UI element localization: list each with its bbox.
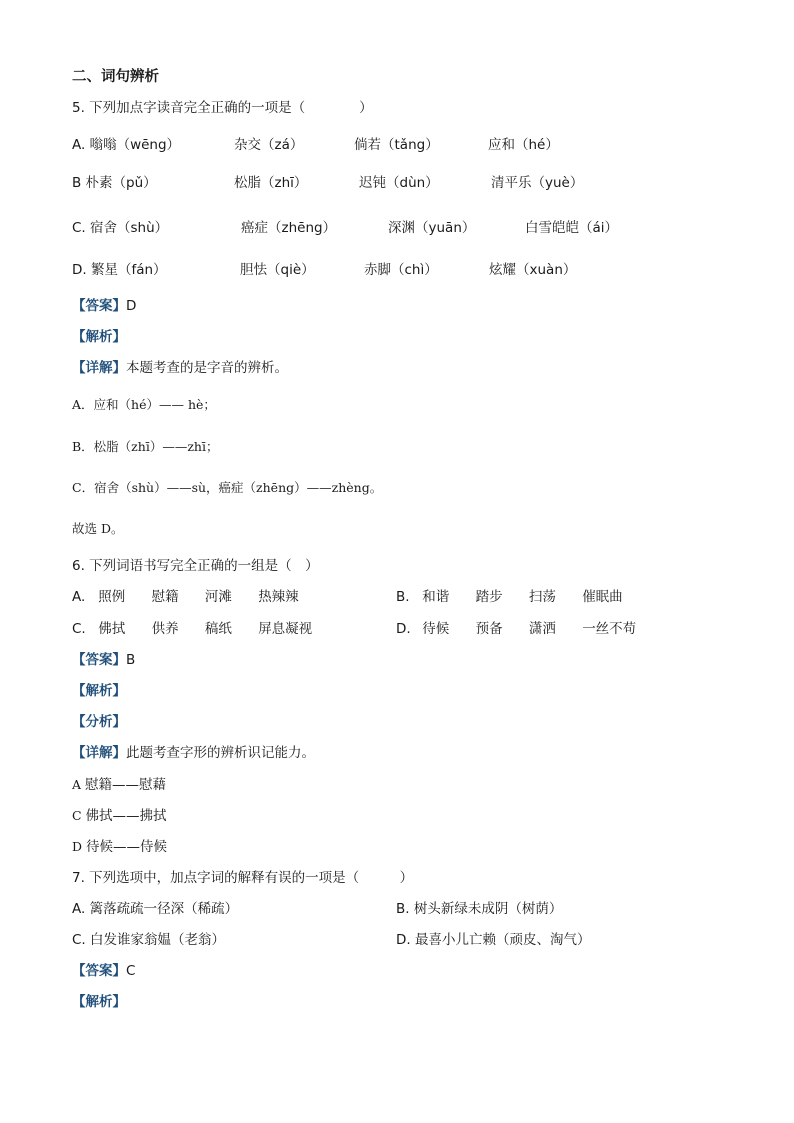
detail-label: 【详解】 [72, 745, 126, 761]
answer-label: 【答案】 [72, 652, 126, 668]
section-title: 二、词句辨析 [72, 69, 159, 85]
q6-option-d: D. 待候 预备 潇洒 一丝不苟 [396, 621, 637, 637]
answer-value: C [126, 963, 136, 979]
answer-label: 【答案】 [72, 963, 126, 979]
document-page: 二、词句辨析 5. 下列加点字读音完全正确的一项是（ ） A. 嗡嗡（wēng） 杂交（zá） 倘若（tǎng） 应和（hé） B 朴素（pǔ） 松脂（zhī） 迟钝（dùn） 清平乐（yuè） C. 宿舍（shù） 癌症（zhēng） 深渊（yuān） 白雪皑皑（ái） D. 繁星（fán） 胆怯（qiè） 赤脚（chì） 炫耀（xuàn） 【答案】D 【解析】 【详解】本题考查的是字音的辨析。 A．应和（hé）—— hè； B．松脂（zhī）——zhī； C．宿舍（shù）——sù，癌症（zhēng）——zhèng。 故选 D。 6. 下列词语书写完全正确的一组是（ ） A. 照例 慰籍 河滩 热辣辣 B. 和谐 踏步 扫荡 催眠曲 C. 佛拭 供养 稿纸 屏息凝视 D. 待候 预备 潇洒 一丝不苟 【答案】B 【解析】 【分析】 【详解】此题考查字形的辨析识记能力。 A 慰籍——慰藉 C 佛拭——拂拭 D 待候——侍候 7. 下列选项中，加点字词的解释有误的一项是（ ） A. 篱落疏疏一径深（稀疏） B. 树头新绿未成阴（树荫） C. 白发谁家翁媪（老翁） D. 最喜小儿亡赖（顽皮、淘气） 【答案】C 【解析】 [72, 69, 637, 1010]
q7-answer [72, 962, 135, 980]
q6-analysis-label: 【解析】 [72, 683, 126, 699]
q5-stem: 5. 下列加点字读音完全正确的一项是（ ） [72, 100, 373, 116]
q7-option-a: A. 篱落疏疏一径深（稀疏） [72, 901, 239, 917]
q6-explain-c: C 佛拭——拂拭 [72, 808, 167, 824]
q6-detail [72, 744, 315, 762]
answer-value: B [126, 652, 136, 668]
q7-option-d: D. 最喜小儿亡赖（顽皮、淘气） [396, 932, 591, 948]
q6-explain-d: D 待候——侍候 [72, 839, 167, 855]
q5-explain-c: C．宿舍（shù）——sù，癌症（zhēng）——zhèng。 [72, 480, 383, 495]
q7-option-c: C. 白发谁家翁媪（老翁） [72, 932, 226, 948]
detail-text: 本题考查的是字音的辨析。 [126, 360, 288, 376]
q6-explain-a: A 慰籍——慰藉 [72, 777, 167, 793]
q7-stem: 7. 下列选项中，加点字词的解释有误的一项是（ ） [72, 870, 414, 886]
q5-explain-b: B．松脂（zhī）——zhī； [72, 439, 219, 454]
q7-analysis-label: 【解析】 [72, 994, 126, 1010]
q6-option-b: B. 和谐 踏步 扫荡 催眠曲 [396, 589, 623, 605]
detail-label: 【详解】 [72, 360, 126, 376]
q6-stem: 6. 下列词语书写完全正确的一组是（ ） [72, 558, 319, 574]
q7-option-b: B. 树头新绿未成阴（树荫） [396, 901, 563, 917]
q5-explain-a: A．应和（hé）—— hè； [72, 397, 216, 412]
q6-answer [72, 651, 135, 669]
q5-answer [72, 297, 136, 315]
answer-label: 【答案】 [72, 298, 126, 314]
q6-fenxi-label: 【分析】 [72, 714, 126, 730]
q5-detail [72, 359, 288, 377]
q5-analysis-label: 【解析】 [72, 329, 126, 345]
answer-value: D [126, 298, 137, 314]
q6-option-c: C. 佛拭 供养 稿纸 屏息凝视 [72, 621, 313, 637]
q5-conclusion: 故选 D。 [72, 521, 124, 536]
detail-text: 此题考查字形的辨析识记能力。 [126, 745, 315, 761]
q6-option-a: A. 照例 慰籍 河滩 热辣辣 [72, 589, 299, 605]
